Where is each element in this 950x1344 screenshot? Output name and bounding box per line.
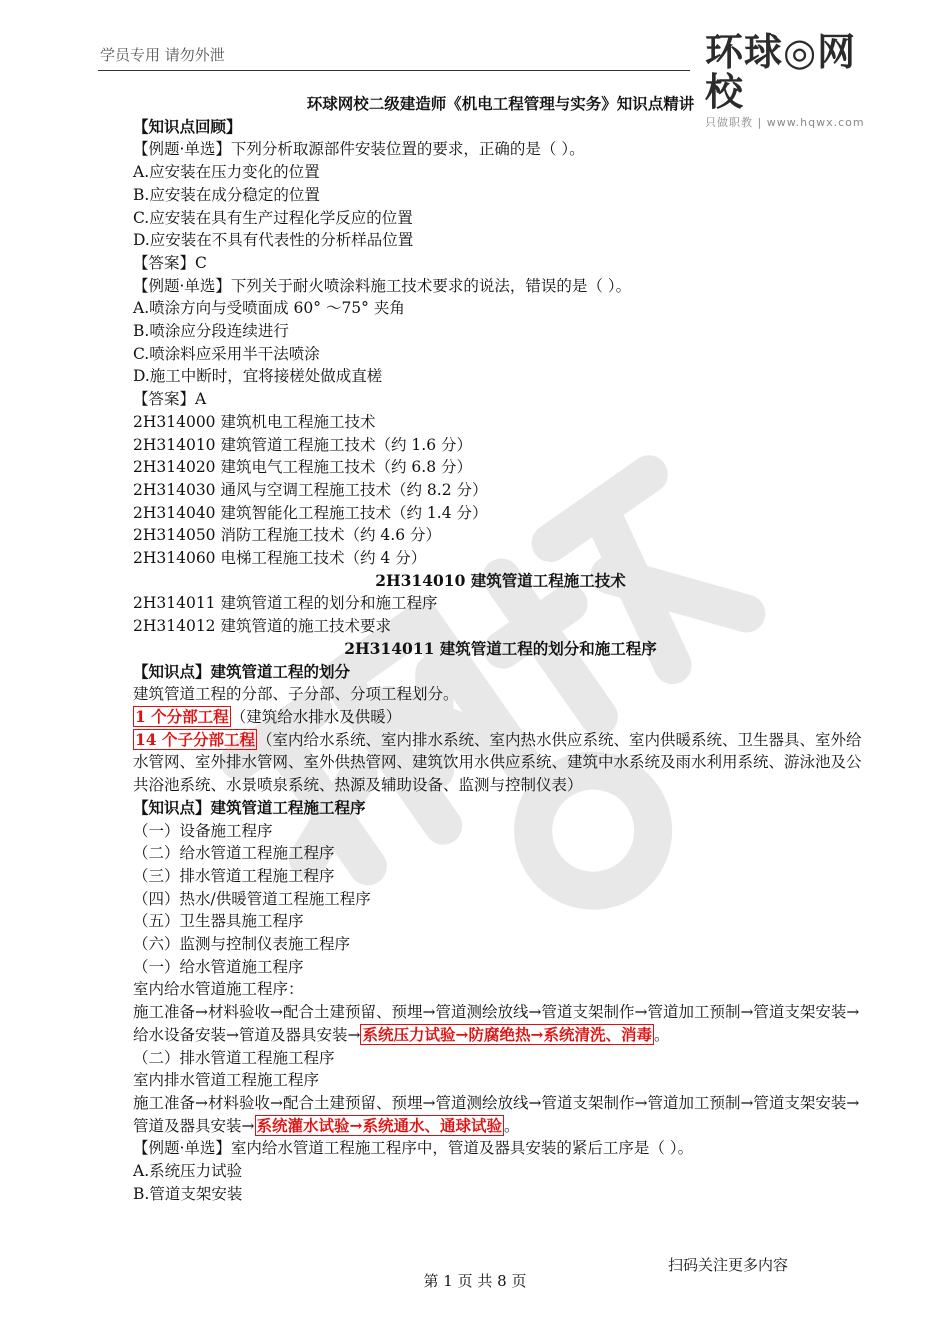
outline-item: 2H314050 消防工程施工技术（约 4.6 分） [133,526,441,545]
outline-item: 2H314040 建筑智能化工程施工技术（约 1.4 分） [133,503,488,522]
water-supply-highlight: 系统压力试验→防腐绝热→系统清洗、消毒 [362,1024,652,1044]
kp1-part [133,706,868,729]
q1-option: D.应安装在不具有代表性的分析样品位置 [133,231,414,250]
outline-item: 2H314060 电梯工程施工技术（约 4 分） [133,549,427,568]
water-supply-end: 。 [653,1025,670,1044]
q2-option: B.喷涂应分段连续进行 [133,322,289,341]
q2-stem: 【例题·单选】下列关于耐火喷涂料施工技术要求的说法，错误的是（ ）。 [133,276,632,295]
outline-item: 2H314030 通风与空调工程施工技术（约 8.2 分） [133,480,488,499]
drainage-sequence [133,1092,868,1137]
q1-option: B.应安装在成分稳定的位置 [133,185,320,204]
kp2-item: （二）给水管道工程施工程序 [133,844,335,863]
kp1-subparts [133,729,868,797]
kp2-item: （一）设备施工程序 [133,821,273,840]
kp2-item: （四）热水/供暖管道工程施工程序 [133,889,371,908]
water-supply-heading: （一）给水管道施工程序 [133,957,304,976]
brand-logo [705,30,875,129]
q1-answer: 【答案】C [133,253,207,272]
outline-item: 2H314020 建筑电气工程施工技术（约 6.8 分） [133,458,472,477]
outline-item: 2H314000 建筑机电工程施工技术 [133,412,376,431]
drainage-highlight: 系统灌水试验→系统通水、通球试验 [256,1115,502,1135]
q3-stem: 【例题·单选】室内给水管道工程施工程序中，管道及器具安装的紧后工序是（ ）。 [133,1139,694,1158]
kp1-part-note: （建筑给水排水及供暖） [230,707,402,726]
drainage-steps: 施工准备→材料验收→配合土建预留、预埋→管道测绘放线→管道支架制作→管道加工预制→管道支架安装→管道及器具安装→ [133,1093,860,1135]
q2-option: D.施工中断时，宜将接槎处做成直槎 [133,367,383,386]
qr-caption: 扫码关注更多内容 [668,1256,789,1274]
logo-sub-text: 只做职教 | www.hqwx.com [705,116,865,129]
kp2-item: （六）监测与控制仪表施工程序 [133,935,351,954]
kp2-item: （五）卫生器具施工程序 [133,912,304,931]
section-heading: 2H314010 建筑管道工程施工技术 [375,570,626,590]
review-heading: 【知识点回顾】 [133,116,242,136]
kp1-part-highlight: 1 个分部工程 [135,706,229,726]
q2-answer: 【答案】A [133,390,207,409]
water-supply-steps: 施工准备→材料验收→配合土建预留、预埋→管道测绘放线→管道支架制作→管道加工预制→管道支架安装→给水设备安装→管道及器具安装→ [133,1003,860,1044]
drainage-label: 室内排水管道工程施工程序 [133,1071,320,1090]
document-body [133,93,868,1205]
logo-main-text: 环球◎网校 [705,30,857,114]
water-supply-sequence [133,1001,868,1046]
q3-option: A.系统压力试验 [133,1162,243,1181]
kp2-item: （三）排水管道工程施工程序 [133,866,335,885]
kp1-sub-highlight: 14 个子分部工程 [135,729,255,749]
drainage-end: 。 [504,1116,520,1135]
q1-option: C.应安装在具有生产过程化学反应的位置 [133,208,413,227]
page-number: 第 1 页 共 8 页 [423,1272,527,1290]
drainage-heading: （二）排水管道工程施工程序 [133,1048,335,1067]
header-divider [98,70,690,71]
kp1-intro: 建筑管道工程的分部、子分部、分项工程划分。 [133,685,459,704]
kp2-heading: 【知识点】建筑管道工程施工程序 [133,797,366,817]
outline-item: 2H314010 建筑管道工程施工技术（约 1.6 分） [133,435,472,454]
q1-option: A.应安装在压力变化的位置 [133,163,320,182]
kp1-sub-note: （室内给水系统、室内排水系统、室内热水供应系统、室内供暖系统、卫生器具、室外给水管网、室外排水管网、室外供热管网、建筑饮用水供应系统、建筑中水系统及雨水利用系统、游泳池及公共浴池系统、水景喷泉系统、热源及辅助设备、监测与控制仪表） [133,730,862,795]
subsection-heading: 2H314011 建筑管道工程的划分和施工程序 [344,638,657,658]
q2-option: C.喷涂料应采用半干法喷涂 [133,344,320,363]
q1-stem: 【例题·单选】下列分析取源部件安装位置的要求，正确的是（ ）。 [133,140,585,159]
section-item: 2H314012 建筑管道的施工技术要求 [133,617,391,636]
q3-option: B.管道支架安装 [133,1184,243,1203]
kp1-heading: 【知识点】建筑管道工程的划分 [133,661,351,681]
section-item: 2H314011 建筑管道工程的划分和施工程序 [133,594,438,613]
water-supply-label: 室内给水管道施工程序： [133,980,304,999]
header-left-text: 学员专用 请勿外泄 [100,46,225,64]
q2-option: A.喷涂方向与受喷面成 60° ～75° 夹角 [133,299,405,318]
doc-title: 环球网校二级建造师《机电工程管理与实务》知识点精讲 [306,94,695,113]
